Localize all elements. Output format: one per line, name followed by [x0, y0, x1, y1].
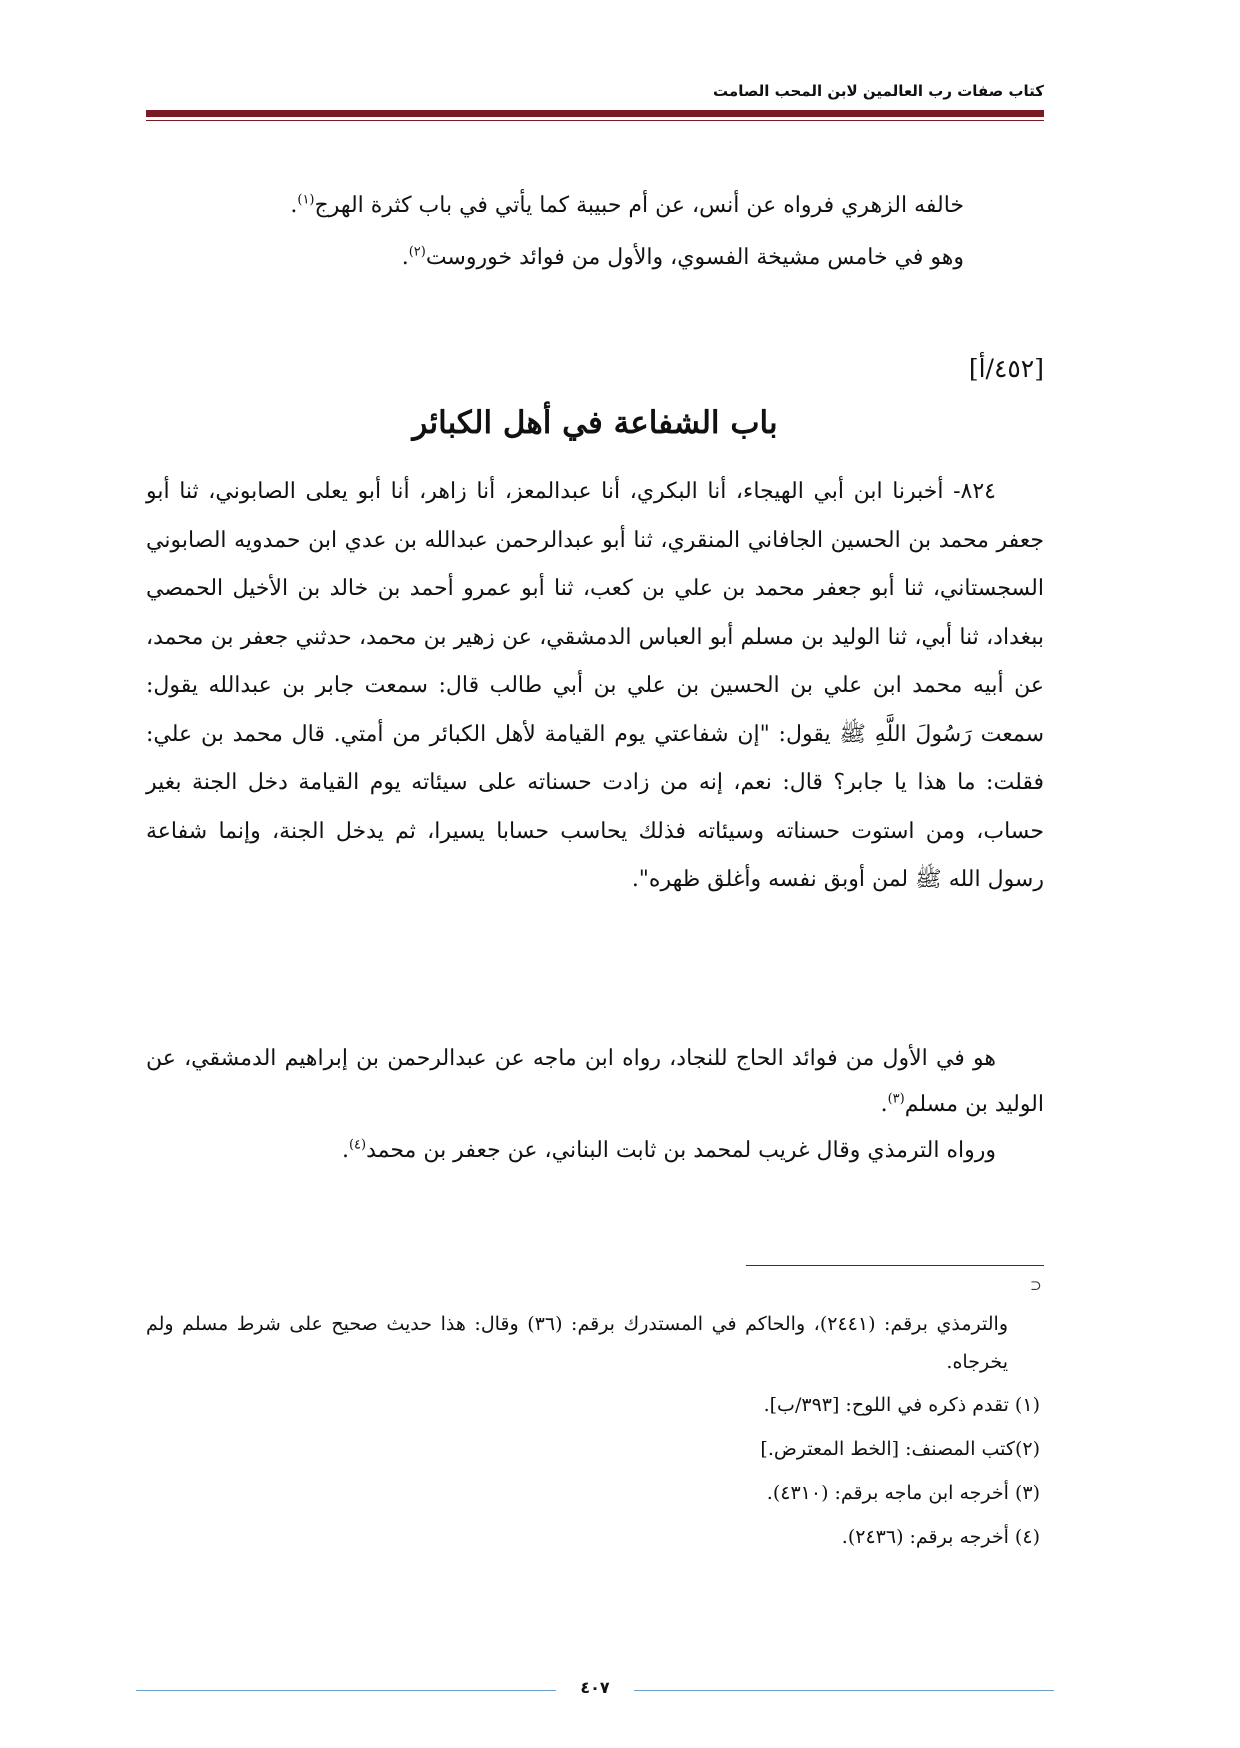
- footnote-ref-2[interactable]: (٢): [408, 244, 426, 260]
- header-rule: [146, 110, 1044, 117]
- page-footer: [136, 1680, 1054, 1700]
- hadith-body: [146, 468, 1044, 905]
- footnote-2: (٢)كتب المصنف: [الخط المعترض.]: [760, 1438, 1040, 1460]
- footnotes: [146, 1305, 1044, 1557]
- commentary-paragraph-1: هو في الأول من فوائد الحاج للنجاد، رواه ابن ماجه عن عبدالرحمن بن إبراهيم الدمشقي، عن الوليد بن مسلم$^{(٣)}$.: [146, 1046, 1044, 1117]
- chapter-title: باب الشفاعة في أهل الكبائر: [412, 405, 778, 441]
- intro-lines: [146, 180, 964, 284]
- hadith-paragraph: ٨٢٤- أخبرنا ابن أبي الهيجاء، أنا البكري، أنا عبدالمعز، أنا زاهر، أنا أبو يعلى الصابوني، ثنا أبو جعفر محمد بن الحسين الجافاني المنقري، ثنا أبو عبدالرحمن عبدالله بن عدي ابن حمدويه الصابوني السجستاني، ثنا أبو جعفر محمد بن علي بن كعب، ثنا أبو عمرو أحمد بن خالد بن الأخيل الحمصي ببغداد، ثنا أبي، ثنا الوليد بن مسلم أبو العباس الدمشقي، عن زهير بن محمد، حدثني جعفر بن محمد، عن أبيه محمد ابن علي بن الحسين بن علي بن أبي طالب قال: سمعت جابر بن عبدالله يقول: سمعت رَسُولَ اللَّهِ ﷺ يقول: "إن شفاعتي يوم القيامة لأهل الكبائر من أمتي. قال محمد بن علي: فقلت: ما هذا يا جابر؟ قال: نعم، إنه من زادت حسناته على سيئاته يوم القيامة دخل الجنة بغير حساب، ومن استوت حسناته وسيئاته فذلك يحاسب حسابا يسيرا، ثم يدخل الجنة، وإنما شفاعة رسول الله ﷺ لمن أوبق نفسه وأغلق ظهره".: [146, 479, 1044, 892]
- page-number: ٤٠٧: [580, 1678, 610, 1697]
- header-rule-thin: [146, 120, 1044, 121]
- intro-line-2: وهو في خامس مشيخة الفسوي، والأول من فوائد خوروست$^{(٢)}$.: [401, 244, 964, 270]
- footer-rule-left: [136, 1690, 556, 1691]
- footnote-ref-4[interactable]: (٤): [348, 1137, 367, 1153]
- footnote-ref-1[interactable]: (١): [297, 192, 315, 208]
- folio-marker: [٤٥٢/أ]: [968, 354, 1044, 383]
- footnote-separator: [746, 1265, 1044, 1266]
- footnote-1: (١) تقدم ذكره في اللوح: [٣٩٣/ب].: [763, 1394, 1040, 1416]
- footnote-continuation: والترمذي برقم: (٢٤٤١)، والحاكم في المستدرك برقم: (٣٦) وقال: هذا حديث صحيح على شرط مسلم ولم يخرجاه.: [146, 1313, 1008, 1373]
- intro-line-1: خالفه الزهري فرواه عن أنس، عن أم حبيبة كما يأتي في باب كثرة الهرج$^{(١)}$.: [290, 192, 964, 218]
- running-header-title: كتاب صفات رب العالمين لابن المحب الصامت: [713, 82, 1044, 100]
- commentary-paragraph-2: ورواه الترمذي وقال غريب لمحمد بن ثابت البناني، عن جعفر بن محمد$^{(٤)}$.: [341, 1137, 996, 1163]
- footnote-ref-3[interactable]: (٣): [887, 1091, 905, 1107]
- footer-rule-right: [634, 1690, 1054, 1691]
- footnote-continuation-mark: ⊃: [1030, 1278, 1042, 1294]
- footnote-3: (٣) أخرجه ابن ماجه برقم: (٤٣١٠).: [766, 1482, 1040, 1504]
- commentary: [146, 1036, 1044, 1174]
- footnote-4: (٤) أخرجه برقم: (٢٤٣٦).: [841, 1526, 1040, 1548]
